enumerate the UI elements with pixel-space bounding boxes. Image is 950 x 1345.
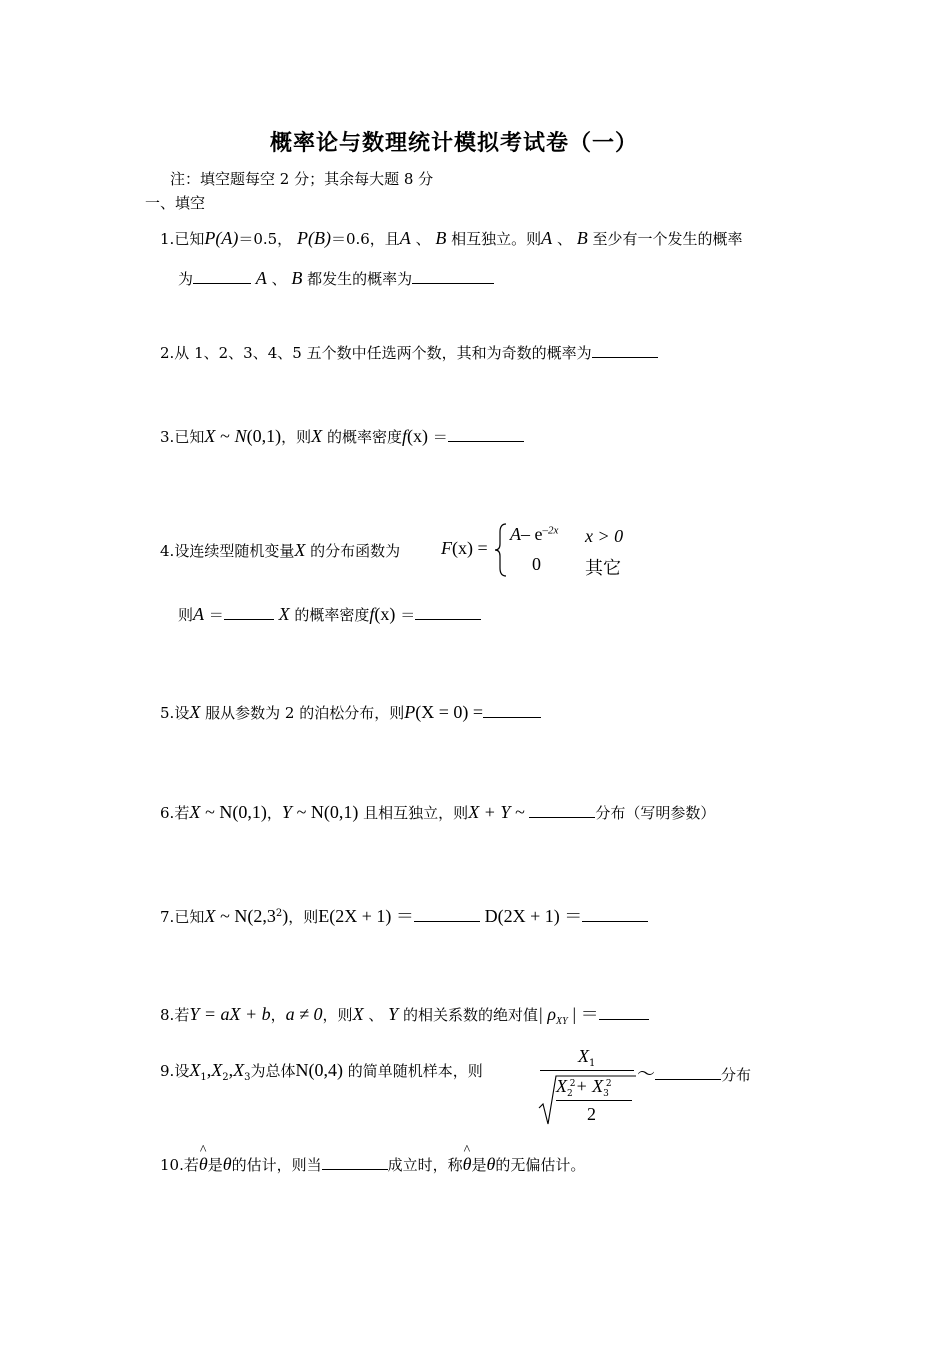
q10-theta-hat-2: θ ^ (462, 1143, 472, 1174)
q9-x3: X (233, 1060, 245, 1080)
q9-den-sq2: 2 (569, 1078, 576, 1089)
q9-den-x3: + X (575, 1076, 604, 1096)
answer-blank-8[interactable] (599, 1005, 649, 1020)
q7-expectation: E(2X + 1) ＝ (318, 906, 414, 926)
q5-text2: 服从参数为 2 的泊松分布，则 (205, 704, 405, 722)
q1-eq2: ＝0.6，且 (330, 230, 400, 248)
q9-den-sq3: 2 (605, 1078, 612, 1089)
q6-dist2: ~ N(0,1) (296, 802, 359, 822)
q10-number: 10. (160, 1156, 184, 1174)
q10-text: 若 (183, 1156, 199, 1174)
answer-blank-5[interactable] (483, 703, 541, 718)
q8-linear: Y = aX + b (189, 1004, 271, 1024)
q9-inner-denominator: 2 (587, 1104, 596, 1124)
q9-x2: X (211, 1060, 223, 1080)
answer-blank-4a[interactable] (224, 605, 274, 620)
q7-text2: ，则 (288, 908, 319, 926)
q8-sep: 、 (368, 1006, 384, 1024)
q3-fx: (x) (406, 426, 428, 446)
q1-eq1: ＝0.5， (238, 230, 293, 248)
question-6 (160, 802, 715, 823)
q4-line2-text: 则 (178, 606, 194, 624)
answer-blank-10[interactable] (322, 1155, 388, 1170)
q4-function-name (441, 538, 488, 559)
q9-numerator (578, 1046, 595, 1069)
q9-x1: X (189, 1060, 201, 1080)
left-brace (494, 522, 508, 578)
q5-expr: (X = 0) = (415, 702, 483, 722)
q7-x: X (204, 906, 216, 926)
q1-line2-text2: 都发生的概率为 (307, 270, 413, 288)
q4-number: 4. (160, 542, 175, 560)
q1-pa: P(A) (204, 228, 239, 248)
q4-f2: f (369, 604, 375, 624)
q9-tilde: ～ (637, 1064, 655, 1085)
q3-tilde: ~ (220, 426, 230, 446)
q3-text: 已知 (174, 428, 205, 446)
q4-x2: X (278, 604, 290, 624)
scoring-note: 注：填空题每空 2 分；其余每大题 8 分 (170, 170, 434, 188)
q10-text3: 的估计，则当 (231, 1156, 322, 1174)
q9-sub2: 2 (222, 1072, 229, 1083)
q6-number: 6. (160, 804, 175, 822)
q6-dist1: ~ N(0,1) (205, 802, 267, 822)
answer-blank-9[interactable] (655, 1065, 721, 1080)
q8-x: X (352, 1004, 364, 1024)
q1-a: A (399, 228, 411, 248)
q6-text3: 分布（写明参数） (595, 804, 716, 822)
q3-f: f (401, 426, 407, 446)
q1-text3: 至少有一个发生的概率 (592, 230, 743, 248)
q8-text2: ，则 (322, 1006, 353, 1024)
question-5 (160, 702, 541, 723)
q7-number: 7. (160, 908, 175, 926)
q1-pb: P(B) (296, 228, 331, 248)
q4-case1-power: –2x (542, 524, 559, 537)
q4-case1-a: A (510, 524, 521, 544)
q9-tail (637, 1060, 751, 1086)
q6-text2: 且相互独立，则 (363, 804, 469, 822)
question-1-line-2 (178, 268, 494, 289)
answer-blank-1a[interactable] (193, 269, 251, 284)
q4-eq2: ＝ (400, 606, 416, 624)
q9-numer-sub: 1 (589, 1058, 596, 1070)
q10-text5: 是 (471, 1156, 487, 1174)
q9-text: 设 (174, 1062, 190, 1080)
q4-f: F (441, 538, 452, 558)
q9-sub3: 3 (244, 1072, 251, 1083)
q1-line2-text: 为 (178, 270, 194, 288)
q3-x2: X (311, 426, 323, 446)
q9-dist: N(0,4) (295, 1060, 343, 1080)
question-9: 9.设$X_1,X_2,X_3$为总体N(0,4) 的简单随机样本，则 (160, 1060, 483, 1083)
question-8 (160, 1000, 649, 1027)
question-4-line-1 (160, 540, 400, 561)
q5-number: 5. (160, 704, 175, 722)
question-2 (160, 342, 658, 363)
q6-y: Y (281, 802, 292, 822)
q4-case-1-expr (510, 524, 558, 545)
q6-comma: ， (266, 804, 282, 822)
q4-a: A (193, 604, 205, 624)
question-3 (160, 426, 524, 447)
q10-text4: 成立时，称 (387, 1156, 463, 1174)
q3-eq: ＝ (432, 428, 448, 446)
q9-den-sub3: 3 (603, 1089, 609, 1100)
q10-theta-2: θ (486, 1154, 496, 1174)
q4-case-2-value: 0 (532, 554, 541, 574)
q9-text3: 的简单随机样本，则 (347, 1062, 483, 1080)
q7-variance: D(2X + 1) ＝ (484, 906, 583, 926)
answer-blank-1b[interactable] (412, 269, 494, 284)
q6-sum: X + Y ~ (468, 802, 525, 822)
q1-number: 1. (160, 230, 175, 248)
answer-blank-4b[interactable] (415, 605, 481, 620)
q4-case1-exp: – e (521, 524, 543, 544)
q4-x: X (294, 540, 306, 560)
q5-p: P (404, 702, 416, 722)
q9-numer-x: X (578, 1046, 589, 1066)
answer-blank-3[interactable] (448, 427, 524, 442)
q8-sub: XY (556, 1016, 568, 1027)
q7-dist: ~ N(2,3 (220, 906, 276, 926)
q9-number: 9. (160, 1062, 175, 1080)
q4-case-1-condition: x > 0 (585, 526, 624, 546)
q7-sup: 2 (275, 908, 283, 919)
q4-fx2: (x) (374, 604, 396, 624)
q9-text2: 为总体 (250, 1062, 296, 1080)
q1-text2: 相互独立。则 (451, 230, 542, 248)
q1-b2: B (576, 228, 588, 248)
q8-text3: 的相关系数的绝对值 (402, 1006, 538, 1024)
q1-b: B (435, 228, 447, 248)
answer-blank-7b[interactable] (582, 907, 648, 922)
q10-theta: θ (222, 1154, 232, 1174)
q1-sep2: 、 (556, 230, 572, 248)
section-heading: 一、填空 (145, 194, 206, 212)
q9-den-sub2: 2 (567, 1089, 573, 1100)
q1-sep3: 、 (271, 270, 287, 288)
answer-blank-2[interactable] (592, 343, 658, 358)
q1-a2: A (541, 228, 553, 248)
q1-a3: A (255, 268, 267, 288)
q3-text2: ，则 (281, 428, 312, 446)
question-10 (160, 1143, 586, 1175)
q1-sep: 、 (415, 230, 431, 248)
q8-text: 若 (174, 1006, 190, 1024)
q9-text4: 分布 (721, 1066, 752, 1084)
q3-n: N (234, 426, 247, 446)
q9-inner-fraction-bar (556, 1100, 632, 1101)
q3-text3: 的概率密度 (326, 428, 402, 446)
q5-x: X (189, 702, 201, 722)
answer-blank-7a[interactable] (414, 907, 480, 922)
q8-y: Y (388, 1004, 399, 1024)
q4-eq: ＝ (208, 606, 224, 624)
q4-line2-text2: 的概率密度 (294, 606, 370, 624)
q4-text: 设连续型随机变量 (174, 542, 295, 560)
question-4-line-2 (178, 604, 481, 625)
q8-number: 8. (160, 1006, 175, 1024)
q10-text2: 是 (207, 1156, 223, 1174)
q4-case-2-condition: 其它 (585, 558, 621, 579)
q3-x: X (204, 426, 216, 446)
q8-end: | ＝ (572, 1004, 599, 1024)
q6-text: 若 (174, 804, 190, 822)
answer-blank-6[interactable] (529, 803, 595, 818)
q4-fx: (x) = (452, 538, 488, 558)
q8-rho: | ρ (537, 1004, 557, 1024)
q7-text: 已知 (174, 908, 205, 926)
q6-x: X (189, 802, 201, 822)
q7-close: ) (282, 906, 289, 926)
question-1-line-1 (160, 228, 743, 249)
q9-den-x2: X (556, 1076, 567, 1096)
q9-sub1: 1 (200, 1072, 207, 1083)
q9-fraction-bar (540, 1070, 634, 1071)
q8-cond: a ≠ 0 (285, 1004, 323, 1024)
q9-radicand-top (556, 1076, 612, 1099)
q5-text: 设 (174, 704, 190, 722)
q4-text2: 的分布函数为 (310, 542, 401, 560)
q1-text: 已知 (174, 230, 205, 248)
page-title: 概率论与数理统计模拟考试卷（一） (270, 131, 639, 156)
question-7 (160, 902, 648, 928)
q3-number: 3. (160, 428, 175, 446)
q1-b3: B (291, 268, 303, 288)
q2-text: 2.从 1、2、3、4、5 五个数中任选两个数，其和为奇数的概率为 (160, 344, 592, 362)
q3-params: (0,1) (246, 426, 282, 446)
q10-theta-hat: θ ^ (198, 1143, 208, 1174)
q8-comma: ， (270, 1006, 286, 1024)
q10-text6: 的无偏估计。 (495, 1156, 586, 1174)
